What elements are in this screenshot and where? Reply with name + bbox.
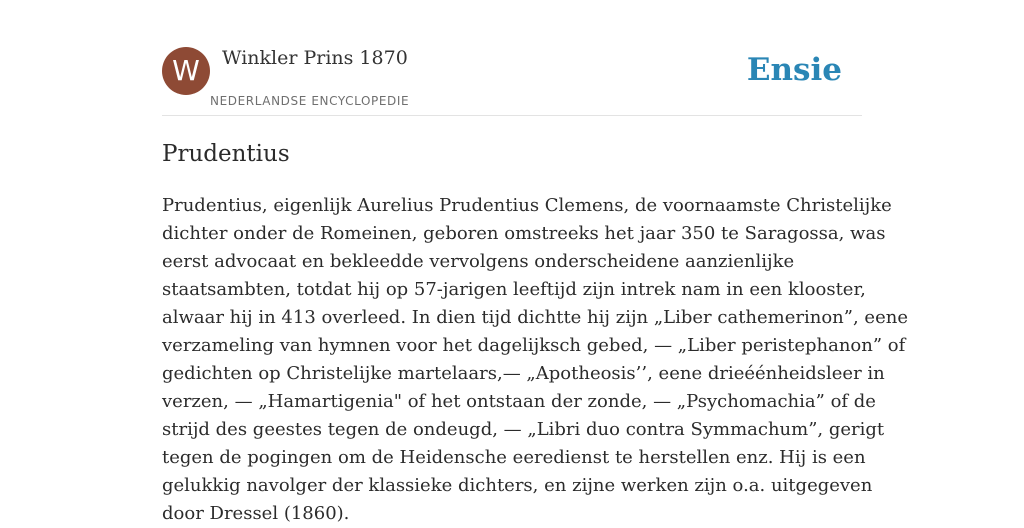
article-body-line: alwaar hij in 413 overleed. In dien tijd dichtte hij zijn „Liber cathemerinon”, eene <box>162 307 908 328</box>
source-subtitle: NEDERLANDSE ENCYCLOPEDIE <box>210 94 410 108</box>
ensie-logo-link[interactable]: Ensie <box>746 52 842 88</box>
header-divider <box>162 115 862 116</box>
article-body-line: tegen de pogingen om de Heidensche eeredienst te herstellen enz. Hij is een <box>162 447 866 468</box>
article-body-line: gedichten op Christelijke martelaars,— „Apotheosis’’, eene drieéénheidsleer in <box>162 363 885 384</box>
article-body-line: Prudentius, eigenlijk Aurelius Prudentius Clemens, de voornaamste Christelijke <box>162 195 892 216</box>
source-title-link[interactable]: Winkler Prins 1870 <box>222 47 408 69</box>
article-body-line: verzen, — „Hamartigenia" of het ontstaan der zonde, — „Psychomachia” of de <box>162 391 876 412</box>
source-avatar[interactable]: W <box>162 47 210 95</box>
article-page <box>162 0 908 524</box>
article-body-line: door Dressel (1860). <box>162 503 350 524</box>
article-body-line: verzameling van hymnen voor het dagelijksch gebed, — „Liber peristephanon” of <box>162 335 906 356</box>
article-body-line: dichter onder de Romeinen, geboren omstreeks het jaar 350 te Saragossa, was <box>162 223 886 244</box>
article-body-line: staatsambten, totdat hij op 57-jarigen leeftijd zijn intrek nam in een klooster, <box>162 279 866 300</box>
article-body <box>162 192 908 528</box>
article-title: Prudentius <box>162 141 290 167</box>
article-body-line: eerst advocaat en bekleedde vervolgens onderscheidene aanzienlijke <box>162 251 795 272</box>
article-body-line: strijd des geestes tegen de ondeugd, — „Libri duo contra Symmachum”, gerigt <box>162 419 885 440</box>
article-body-line: gelukkig navolger der klassieke dichters, en zijne werken zijn o.a. uitgegeven <box>162 475 873 496</box>
